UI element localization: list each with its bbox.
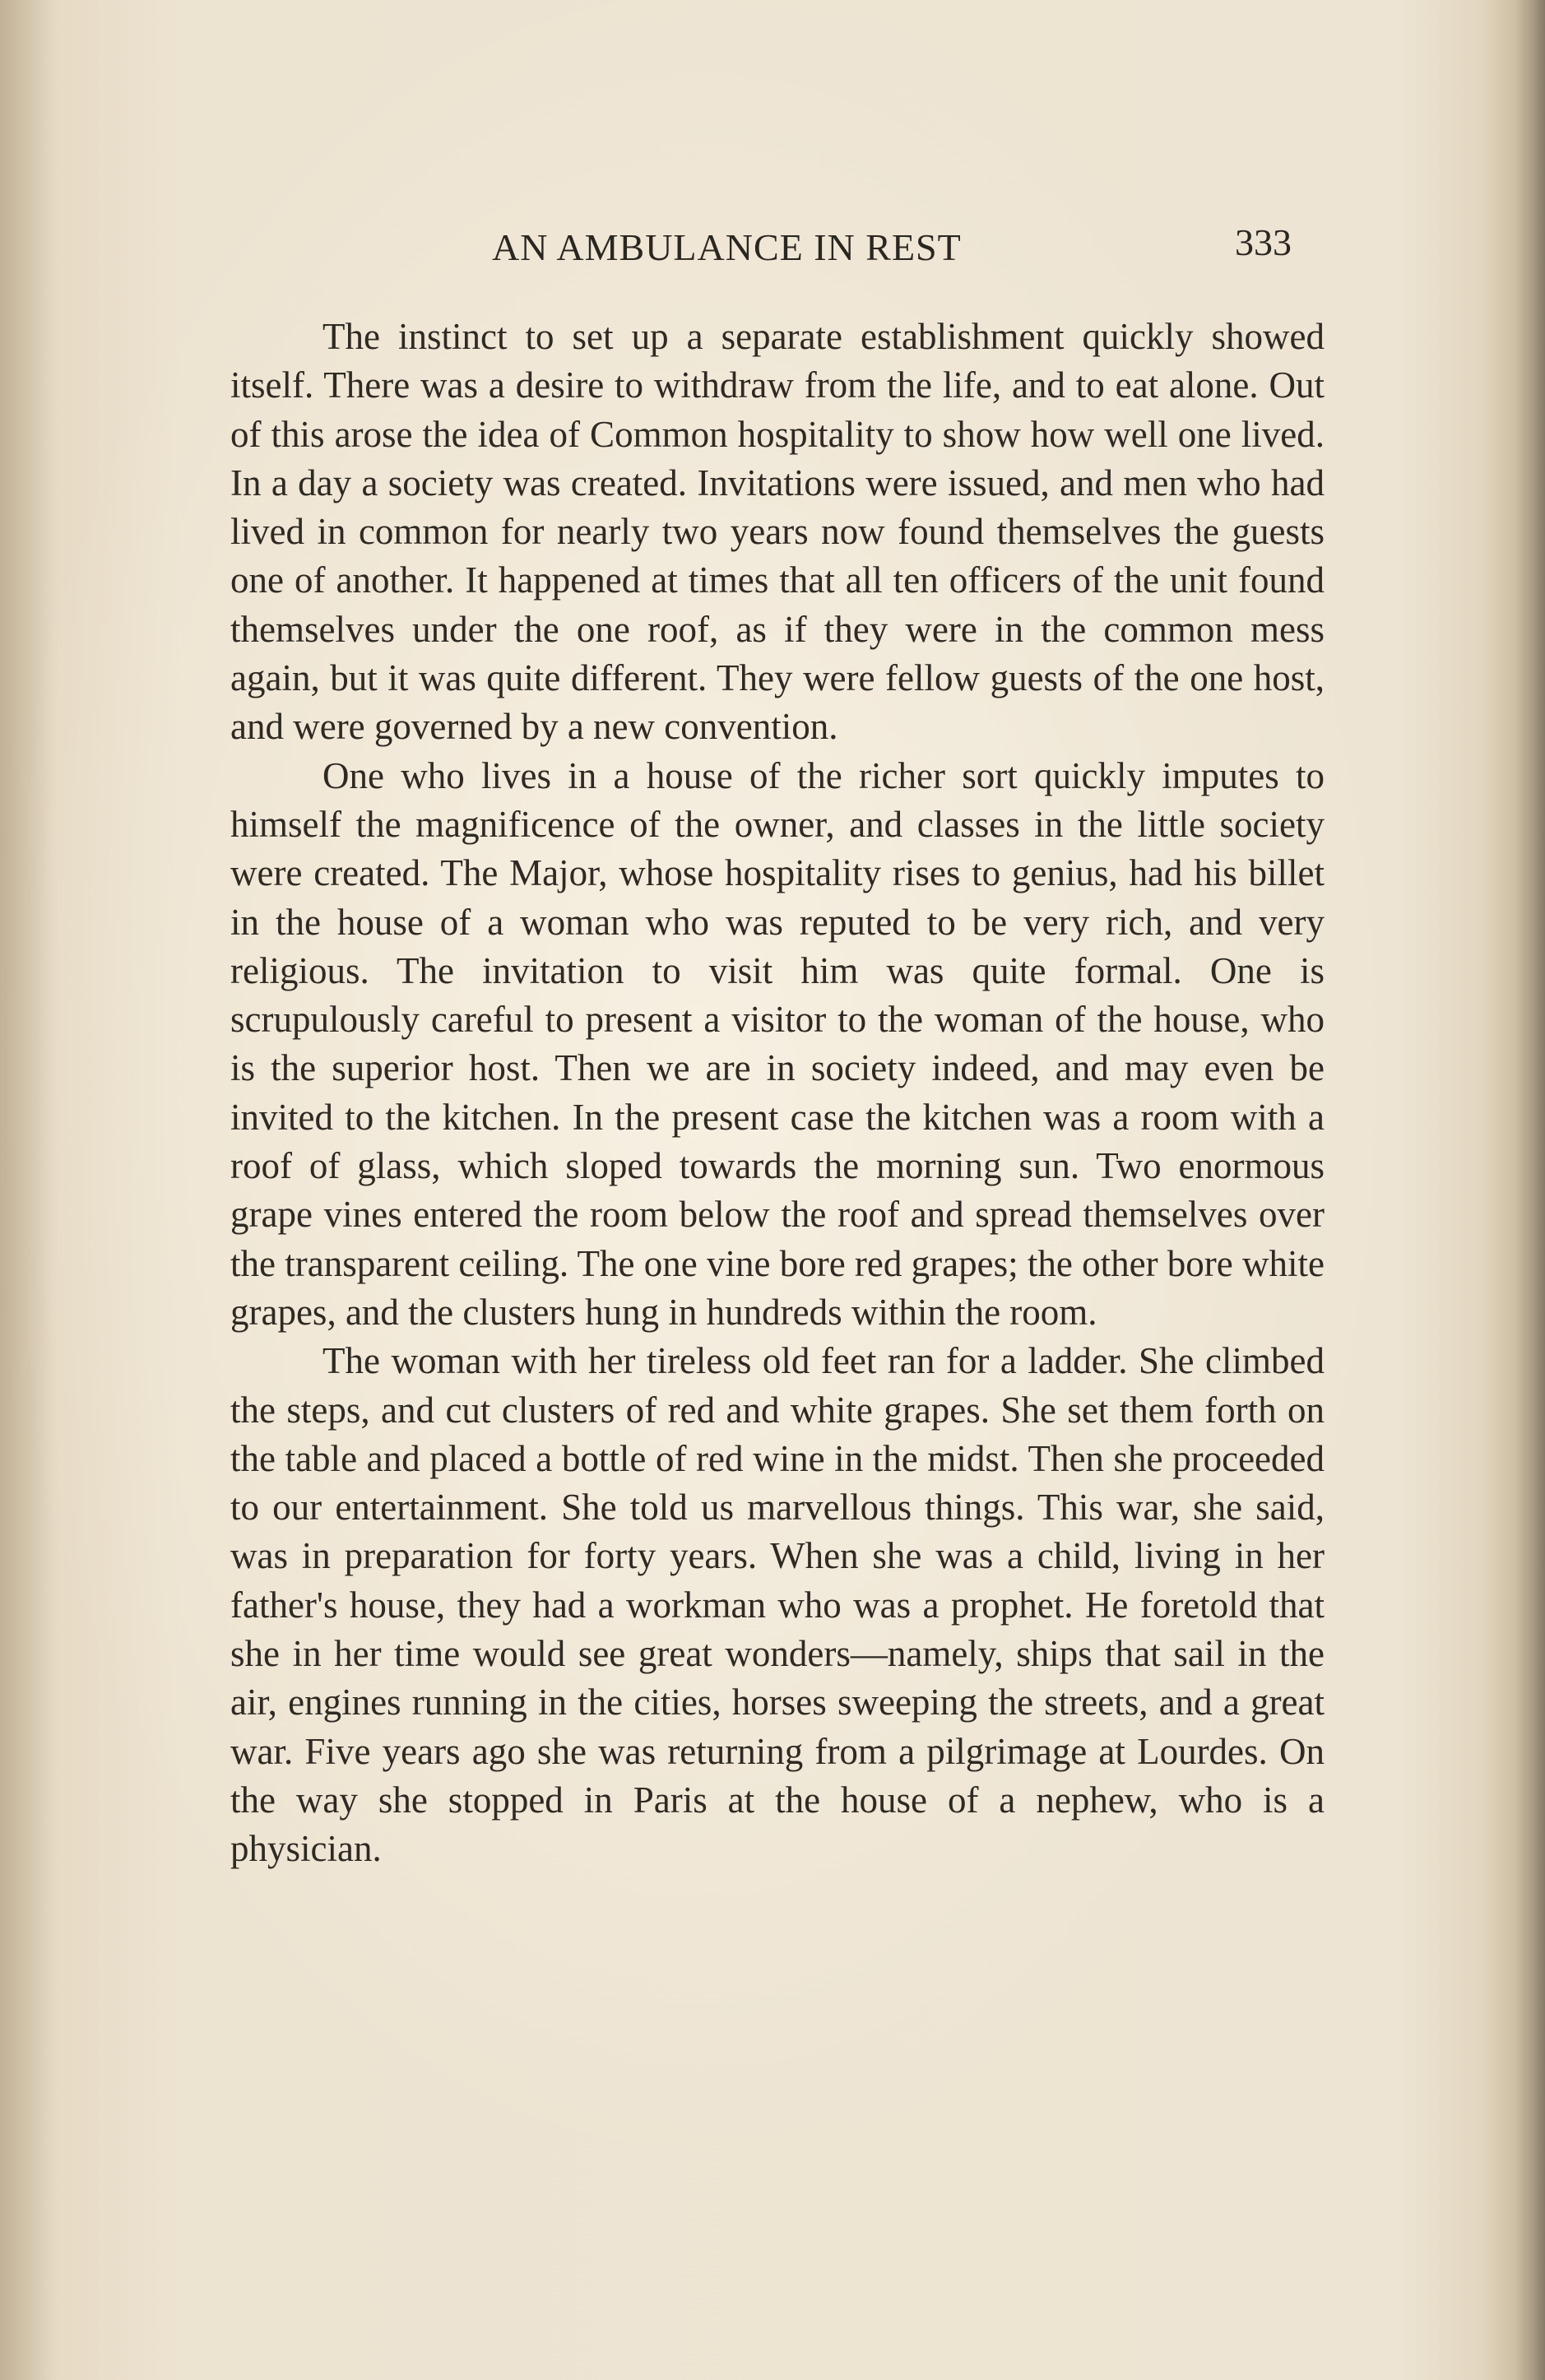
paragraph: The woman with her tireless old feet ran for a ladder. She climbed the steps, and cut clusters of red and white grapes. She set them forth on the table and placed a bottle of red wine in the midst. Then she proceeded to our entertainment. She told us marvellous things. This war, she said, was in preparation for forty years. When she was a child, living in her father's house, they had a workman who was a prophet. He foretold that she in her time would see great wonders—namely, ships that sail in the air, engines running in the cities, horses sweeping the streets, and a great war. Five years ago she was returning from a pilgrimage at Lourdes. On the way she stopped in Paris at the house of a nephew, who is a physician. xyxy=(230,1340,1325,1870)
page-number: 333 xyxy=(1235,221,1292,263)
paragraph: The instinct to set up a separate establishment quickly showed itself. There was a desire to withdraw from the life, and to eat alone. Out of this arose the idea of Common hospitality to show how well one lived. In a day a society was created. Invitations were issued, and men who had lived in common for nearly two years now found themselves the guests one of another. It happened at times that all ten officers of the unit found themselves under the one roof, as if they were in the common mess again, but it was quite different. They were fellow guests of the one host, and were governed by a new convention. xyxy=(230,316,1325,748)
running-header xyxy=(230,220,1325,295)
paragraph: One who lives in a house of the richer sort quickly imputes to himself the magnificence of the owner, and classes in the little society were created. The Major, whose hospitality rises to genius, had his billet in the house of a woman who was reputed to be very rich, and very religious. The invitation to visit him was quite formal. One is scrupulously careful to present a visitor to the woman of the house, who is the superior host. Then we are in society indeed, and may even be invited to the kitchen. In the present case the kitchen was a room with a roof of glass, which sloped towards the morning sun. Two enormous grape vines entered the room below the roof and spread themselves over the transparent ceiling. The one vine bore red grapes; the other bore white grapes, and the clusters hung in hundreds within the room. xyxy=(230,754,1325,1333)
running-title: AN AMBULANCE IN REST xyxy=(492,226,962,268)
page-edge xyxy=(1515,0,1545,2380)
body-text xyxy=(230,313,1325,1874)
gutter-shadow xyxy=(0,0,58,2380)
